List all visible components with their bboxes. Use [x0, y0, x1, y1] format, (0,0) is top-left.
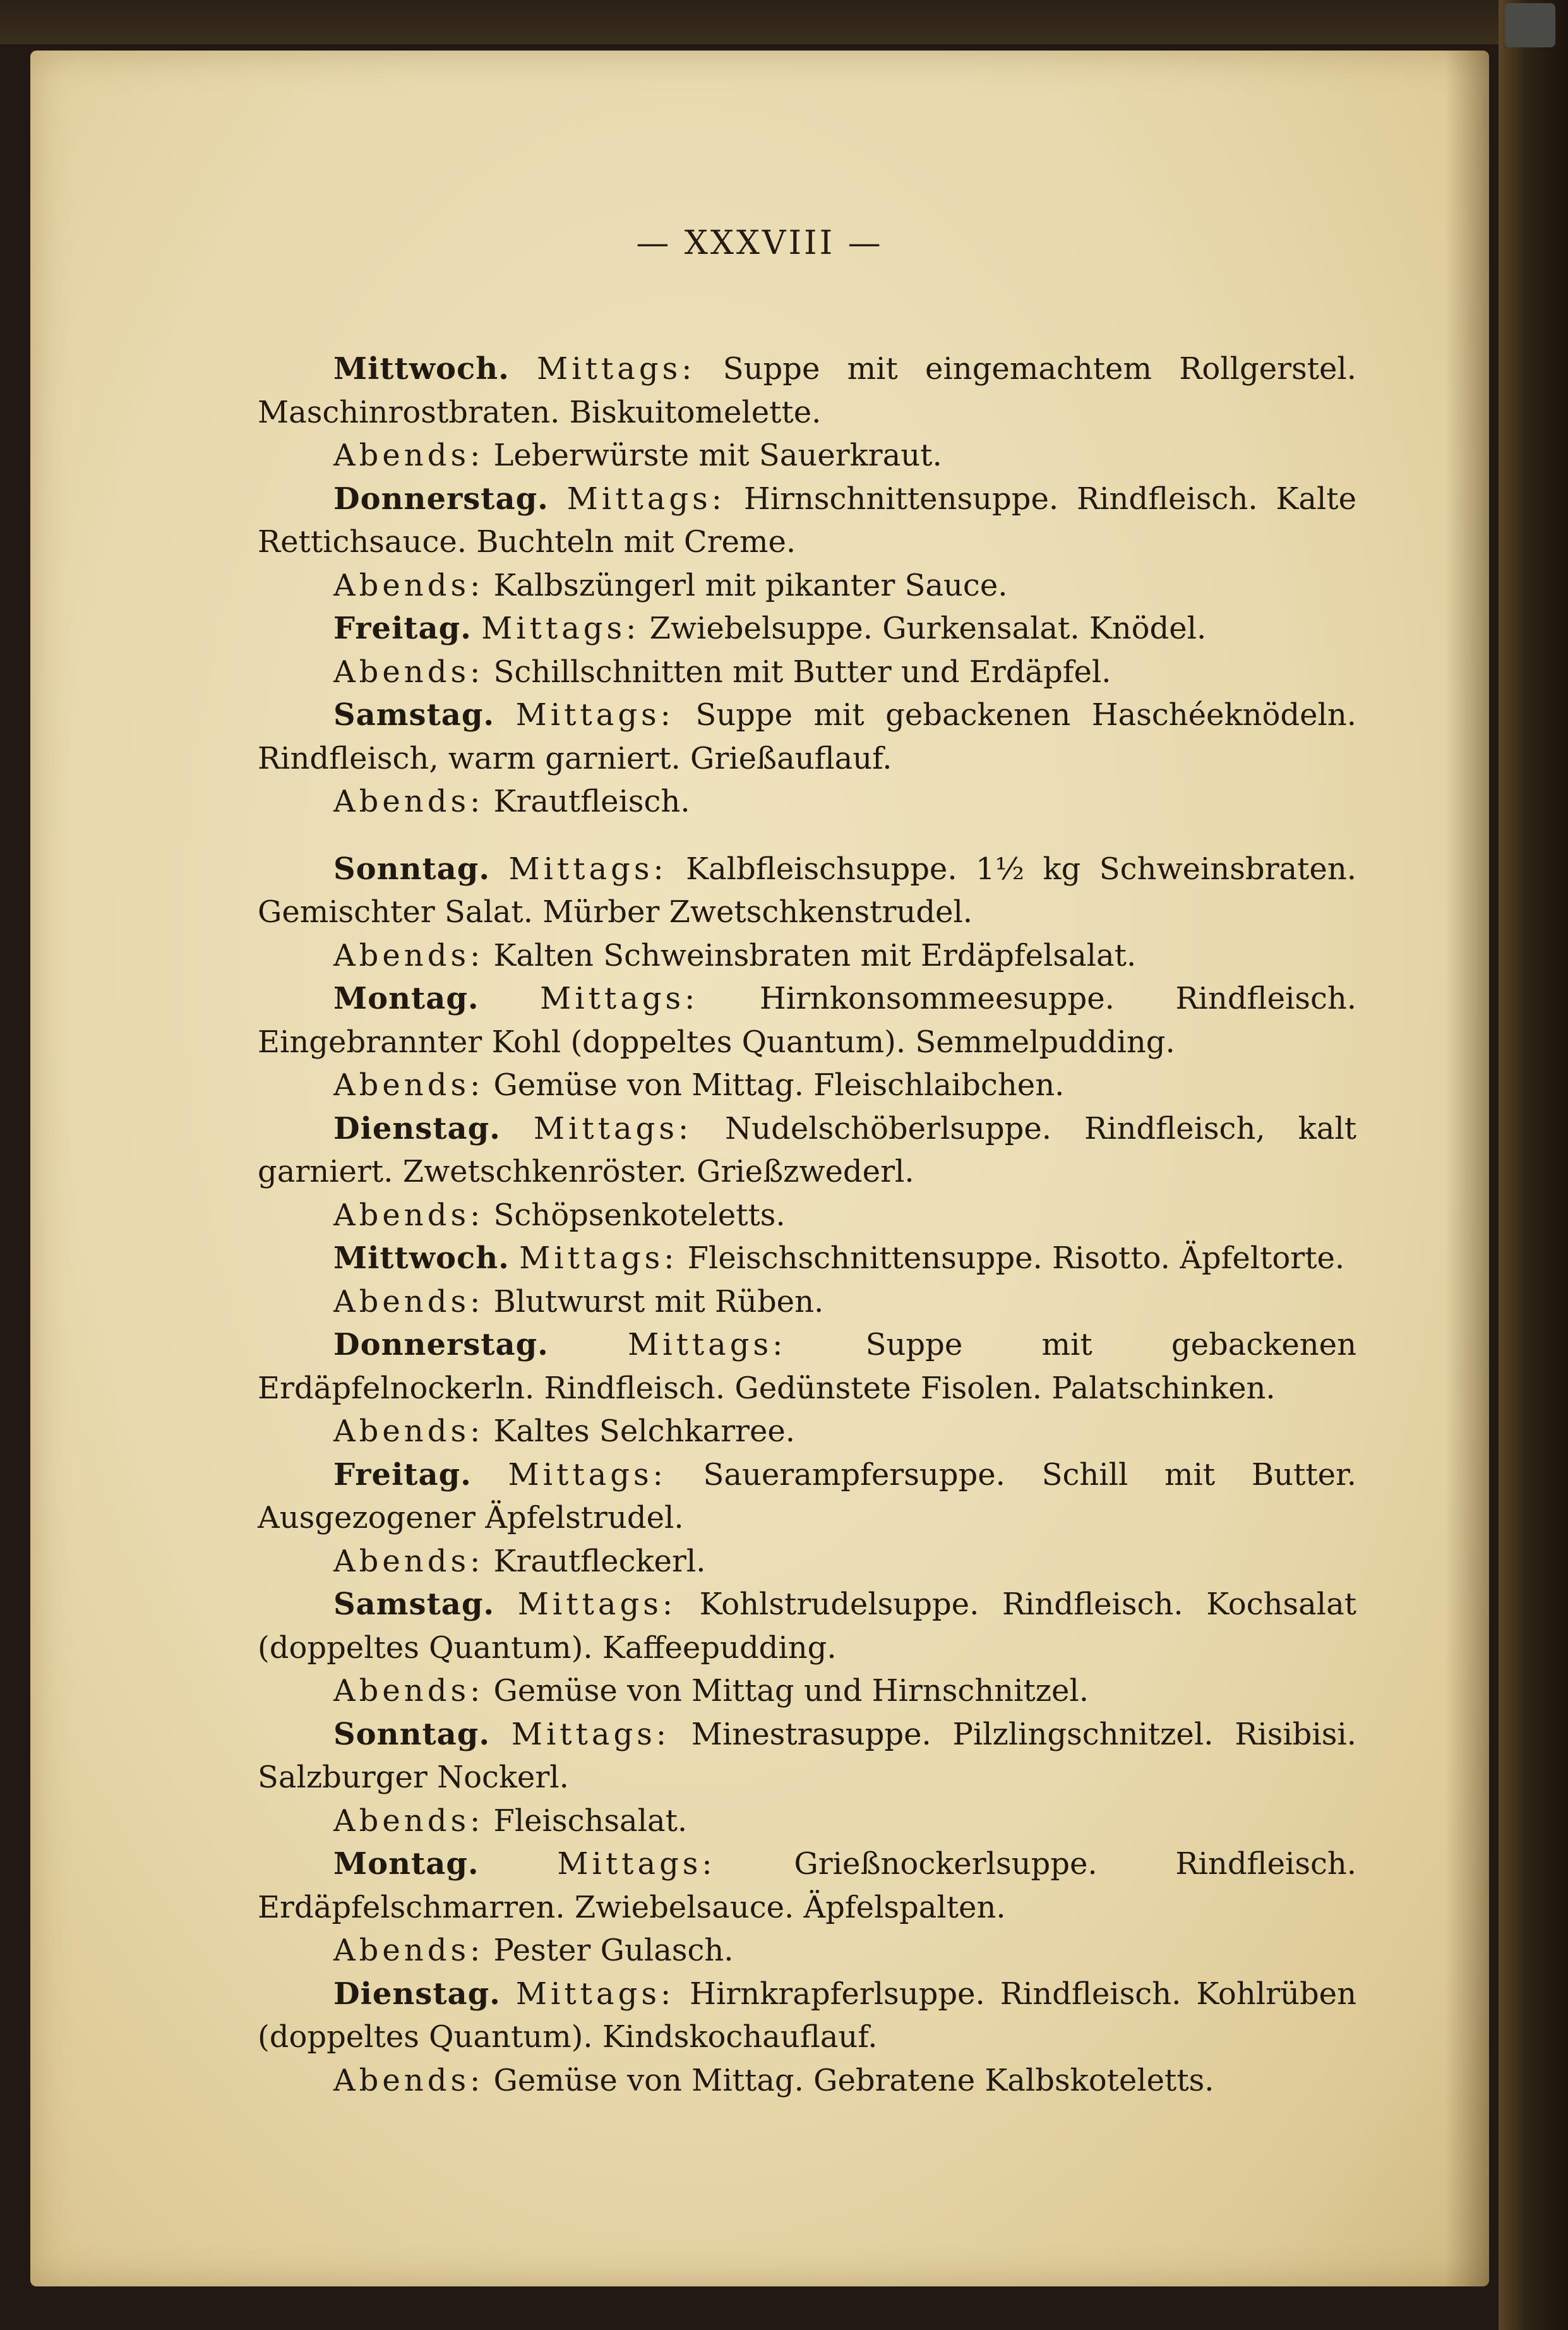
menu-entry: [258, 848, 1356, 978]
midday-label: Mittags:: [508, 1456, 667, 1492]
midday-menu: Fleischschnittensuppe. Risotto. Äpfeltorte.: [687, 1240, 1345, 1276]
evening-label: Abends:: [333, 1543, 484, 1579]
evening-line: [258, 2059, 1356, 2103]
midday-line: [258, 477, 1356, 564]
day-heading: Sonntag.: [333, 1716, 491, 1752]
midday-label: Mittags:: [557, 1846, 716, 1882]
midday-line: [258, 1453, 1356, 1540]
midday-label: Mittags:: [481, 611, 640, 646]
evening-menu: Krautfleckerl.: [493, 1543, 706, 1579]
day-heading: Mittwoch.: [333, 1240, 510, 1276]
binding-clip: [1505, 3, 1555, 47]
midday-line: [258, 347, 1356, 434]
menu-entry: [258, 694, 1356, 824]
evening-line: [258, 1194, 1356, 1237]
midday-menu: Hirnkonsommeesuppe. Rindfleisch. Eingebrannter Kohl (doppeltes Quantum). Semmelpudding.: [258, 981, 1357, 1060]
midday-line: [258, 1237, 1356, 1280]
day-heading: Donnerstag.: [333, 1327, 549, 1362]
midday-menu: Kohlstrudelsuppe. Rindfleisch. Kochsalat (doppeltes Quantum). Kaffeepudding.: [258, 1587, 1356, 1666]
midday-label: Mittags:: [519, 1240, 678, 1276]
midday-menu: Hirnkrapferlsuppe. Rindfleisch. Kohlrüben (doppeltes Quantum). Kindskochauflauf.: [258, 1976, 1356, 2055]
midday-line: [258, 977, 1356, 1064]
evening-label: Abends:: [333, 1414, 484, 1449]
midday-line: [258, 848, 1356, 934]
evening-line: [258, 780, 1356, 824]
midday-line: [258, 1583, 1356, 1669]
menu-entry: [258, 1237, 1356, 1323]
day-heading: Samstag.: [333, 697, 495, 733]
midday-label: Mittags:: [517, 1587, 677, 1622]
midday-line: [258, 1842, 1356, 1929]
book-edge: [1499, 0, 1568, 2330]
day-heading: Freitag.: [333, 1456, 472, 1492]
evening-menu: Fleischsalat.: [493, 1803, 688, 1839]
page-number: — XXXVIII —: [636, 224, 883, 262]
evening-line: [258, 564, 1356, 608]
evening-line: [258, 1410, 1356, 1453]
evening-menu: Gemüse von Mittag. Fleischlaibchen.: [493, 1067, 1065, 1103]
book-page: [30, 51, 1489, 2286]
menu-entry: [258, 347, 1356, 477]
evening-label: Abends:: [333, 654, 484, 690]
evening-label: Abends:: [333, 784, 484, 819]
midday-label: Mittags:: [515, 1976, 675, 2012]
day-heading: Montag.: [333, 1846, 479, 1882]
midday-menu: Sauerampfersuppe. Schill mit Butter. Ausgezogener Äpfelstrudel.: [258, 1456, 1356, 1535]
midday-menu: Nudelschöberlsuppe. Rindfleisch, kalt garniert. Zwetschkenröster. Grießzwederl.: [258, 1110, 1356, 1189]
evening-menu: Krautfleisch.: [493, 784, 690, 819]
midday-line: [258, 1323, 1356, 1410]
day-heading: Dienstag.: [333, 1976, 501, 2012]
midday-menu: Kalbfleischsuppe. 1½ kg Schweinsbraten. Gemischter Salat. Mürber Zwetschkenstrudel.: [258, 851, 1357, 930]
evening-line: [258, 1799, 1356, 1843]
evening-line: [258, 934, 1356, 978]
evening-label: Abends:: [333, 1673, 484, 1708]
day-heading: Samstag.: [333, 1587, 495, 1622]
evening-line: [258, 1669, 1356, 1713]
evening-menu: Kalbszüngerl mit pikanter Sauce.: [493, 567, 1008, 603]
evening-menu: Schöpsenkoteletts.: [493, 1197, 786, 1233]
midday-menu: Zwiebelsuppe. Gurkensalat. Knödel.: [649, 611, 1207, 646]
menu-entry: [258, 1323, 1356, 1453]
midday-menu: Minestrasuppe. Pilzlingschnitzel. Risibisi. Salzburger Nockerl.: [258, 1716, 1356, 1795]
midday-menu: Suppe mit gebackenen Erdäpfelnockerln. Rindfleisch. Gedünstete Fisolen. Palatschinken.: [258, 1327, 1356, 1406]
menu-entry: [258, 477, 1356, 608]
evening-menu: Kalten Schweinsbraten mit Erdäpfelsalat.: [493, 937, 1137, 973]
evening-line: [258, 434, 1356, 477]
midday-label: Mittags:: [537, 351, 696, 387]
scan-background-top: [0, 0, 1568, 44]
menu-text: [258, 347, 1356, 2102]
day-heading: Donnerstag.: [333, 481, 549, 517]
evening-menu: Blutwurst mit Rüben.: [493, 1283, 824, 1319]
midday-line: [258, 1713, 1356, 1799]
evening-menu: Kaltes Selchkarree.: [493, 1414, 796, 1449]
midday-line: [258, 1973, 1356, 2059]
evening-label: Abends:: [333, 937, 484, 973]
evening-line: [258, 651, 1356, 694]
evening-label: Abends:: [333, 567, 484, 603]
midday-label: Mittags:: [511, 1716, 671, 1752]
evening-label: Abends:: [333, 2062, 484, 2098]
midday-label: Mittags:: [508, 851, 667, 887]
evening-menu: Leberwürste mit Sauerkraut.: [493, 438, 942, 473]
day-heading: Sonntag.: [333, 851, 491, 887]
evening-menu: Pester Gulasch.: [493, 1933, 734, 1968]
midday-label: Mittags:: [540, 981, 699, 1016]
midday-menu: Suppe mit gebackenen Haschéeknödeln. Rindfleisch, warm garniert. Grießauflauf.: [258, 697, 1356, 776]
midday-line: [258, 607, 1356, 651]
menu-entry: [258, 977, 1356, 1107]
midday-label: Mittags:: [515, 697, 674, 733]
evening-line: [258, 1540, 1356, 1583]
day-heading: Freitag.: [333, 611, 472, 646]
evening-label: Abends:: [333, 1803, 484, 1839]
day-heading: Mittwoch.: [333, 351, 510, 387]
midday-label: Mittags:: [628, 1327, 787, 1362]
evening-menu: Gemüse von Mittag und Hirnschnitzel.: [493, 1673, 1089, 1708]
menu-entry: [258, 1107, 1356, 1237]
day-heading: Dienstag.: [333, 1110, 501, 1146]
midday-label: Mittags:: [533, 1110, 693, 1146]
evening-menu: Gemüse von Mittag. Gebratene Kalbskoteletts.: [493, 2062, 1214, 2098]
day-heading: Montag.: [333, 981, 479, 1016]
evening-label: Abends:: [333, 1933, 484, 1968]
midday-line: [258, 1107, 1356, 1194]
evening-label: Abends:: [333, 1067, 484, 1103]
midday-menu: Grießnockerlsuppe. Rindfleisch. Erdäpfelschmarren. Zwiebelsauce. Äpfelspalten.: [258, 1846, 1357, 1925]
menu-entry: [258, 607, 1356, 694]
menu-entry: [258, 1713, 1356, 1843]
evening-line: [258, 1064, 1356, 1107]
menu-entry: [258, 1973, 1356, 2103]
menu-entry: [258, 1453, 1356, 1583]
page-gutter-shadow: [1445, 51, 1489, 2286]
evening-label: Abends:: [333, 1197, 484, 1233]
menu-entry: [258, 1583, 1356, 1713]
evening-menu: Schillschnitten mit Butter und Erdäpfel.: [493, 654, 1111, 690]
evening-label: Abends:: [333, 1283, 484, 1319]
midday-menu: Hirnschnittensuppe. Rindfleisch. Kalte Rettichsauce. Buchteln mit Creme.: [258, 481, 1356, 560]
evening-line: [258, 1929, 1356, 1973]
evening-label: Abends:: [333, 438, 484, 473]
midday-label: Mittags:: [566, 481, 726, 517]
midday-menu: Suppe mit eingemachtem Rollgerstel. Maschinrostbraten. Biskuitomelette.: [258, 351, 1357, 430]
menu-entry: [258, 1842, 1356, 1973]
evening-line: [258, 1280, 1356, 1324]
midday-line: [258, 694, 1356, 780]
